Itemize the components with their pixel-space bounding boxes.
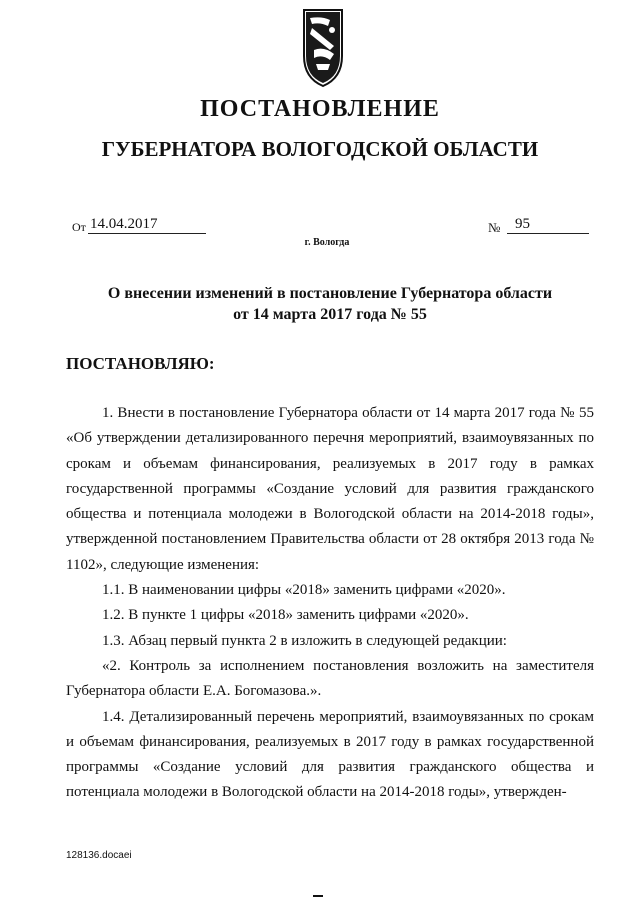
paragraph-quote: «2. Контроль за исполнением постановления возложить на заместителя Губернатора области Е.А. Богомазова.».: [66, 657, 594, 700]
document-subject: [60, 283, 600, 325]
paragraph-1-2: 1.2. В пункте 1 цифры «2018» заменить цифрами «2020».: [102, 607, 469, 624]
paragraph-1-4: 1.4. Детализированный перечень мероприятий, взаимоувязанных по срокам и объемам финансирования, реализуемых в 2017 году в рамках государственной программы «Создание условий для развития гражданского общества и потенциала молодежи в Вологодской области на 2014-2018 годы», утвержден-: [66, 708, 594, 801]
document-file-code: 128136.docaei: [66, 850, 132, 861]
document-body: [66, 401, 594, 806]
document-number: 95: [507, 216, 589, 234]
document-date: 14.04.2017: [88, 216, 206, 234]
city-label: г. Вологда: [304, 237, 350, 248]
subject-line-2: от 14 марта 2017 года № 55: [233, 306, 427, 323]
paragraph-1-1: 1.1. В наименовании цифры «2018» заменить цифрами «2020».: [102, 582, 506, 599]
number-label: №: [488, 220, 501, 235]
document-title: ПОСТАНОВЛЕНИЕ: [200, 96, 440, 122]
document-subtitle: ГУБЕРНАТОРА ВОЛОГОДСКОЙ ОБЛАСТИ: [101, 137, 539, 161]
subject-line-1: О внесении изменений в постановление Губернатора области: [107, 285, 553, 302]
date-label: От: [72, 220, 86, 234]
page-mark: [313, 895, 323, 897]
paragraph-1: 1. Внести в постановление Губернатора области от 14 марта 2017 года № 55 «Об утверждении детализированного перечня мероприятий, взаимоувязанных по срокам и объемам финансирования, реализуемых в 2017 году в рамках государственной программы «Создание условий для развития гражданского общества и потенциала молодежи в Вологодской области на 2014-2018 годы», утвержденной постановлением Правительства области от 28 октября 2013 года № 1102», следующие изменения:: [66, 405, 594, 573]
decree-heading: ПОСТАНОВЛЯЮ:: [66, 354, 215, 373]
coat-of-arms-icon: [300, 6, 346, 88]
paragraph-1-3: 1.3. Абзац первый пункта 2 в изложить в следующей редакции:: [102, 632, 507, 649]
